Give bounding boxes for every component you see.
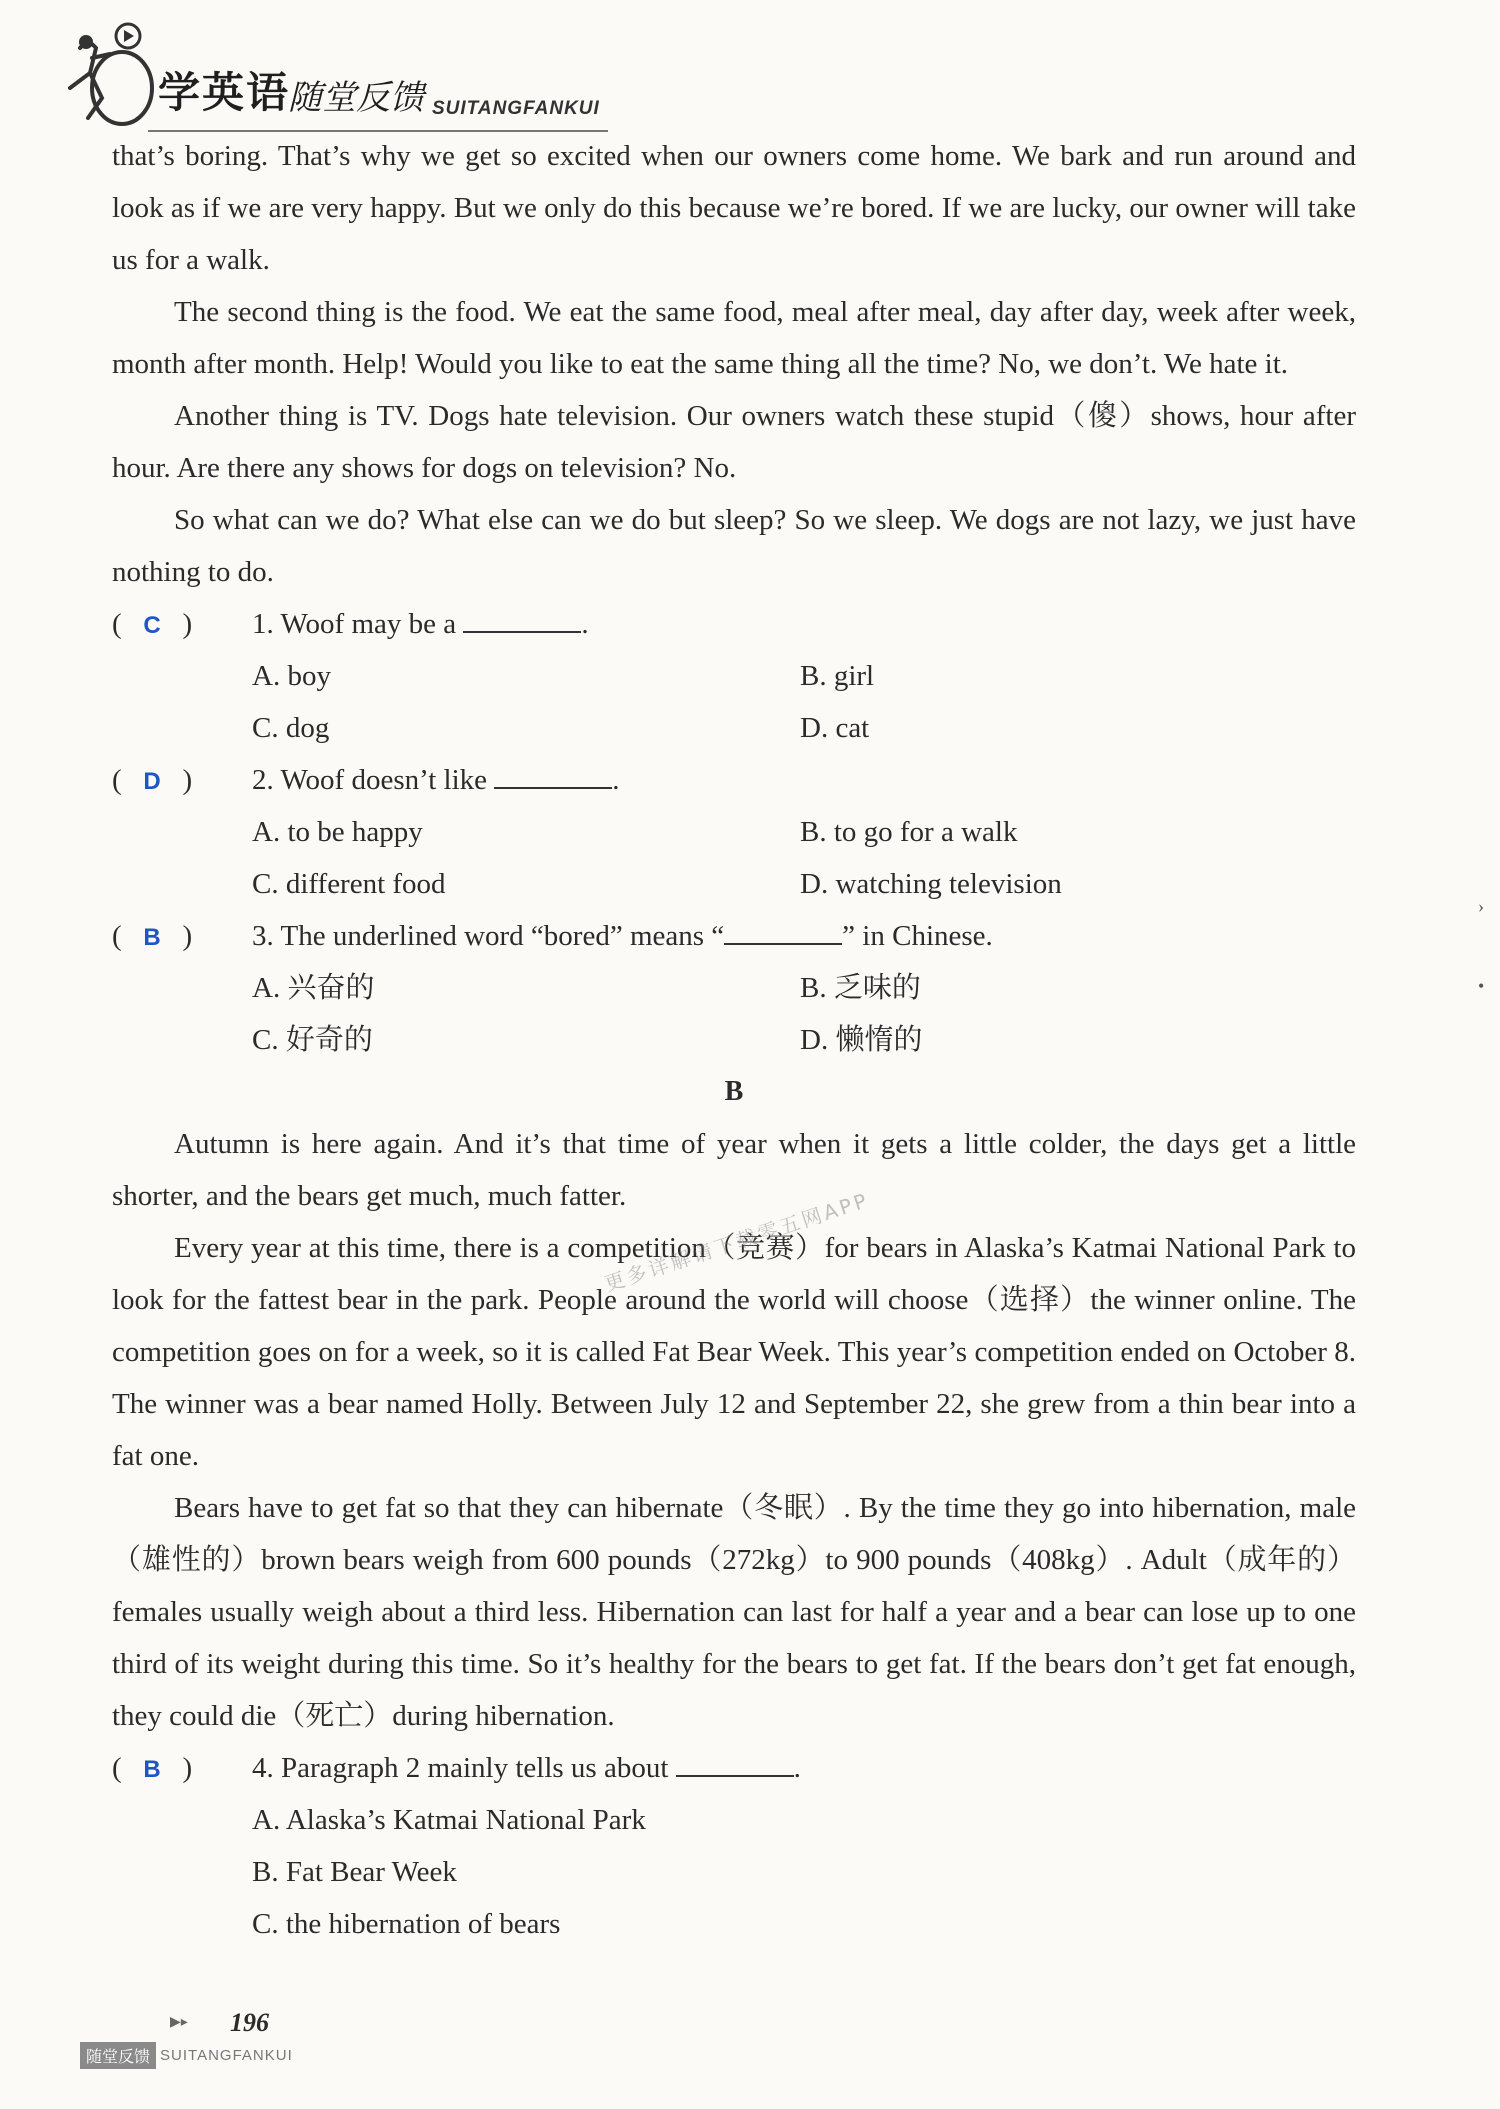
passage-a-paragraph: So what can we do? What else can we do but sleep? So we sleep. We dogs are not lazy, we just have nothing to do. — [112, 504, 1356, 588]
logo-english: SUITANGFANKUI — [432, 98, 600, 119]
arrow-icon: ▶▸ — [170, 2015, 188, 2030]
question-4 — [112, 1742, 1356, 1794]
section-b-title: B — [724, 1076, 744, 1107]
option: B. to go for a walk — [800, 816, 1018, 848]
logo-subtitle: 随堂反馈 — [288, 78, 424, 118]
answer-bracket: ( B ) — [112, 920, 193, 952]
answer-bracket: ( C ) — [112, 608, 193, 640]
option: A. Alaska’s Katmai National Park — [252, 1804, 646, 1836]
answer-bracket: ( B ) — [112, 1752, 193, 1784]
passage-b-paragraph: Autumn is here again. And it’s that time of year when it gets a little colder, the days get a little shorter, and the bears get much, much fatter. — [112, 1128, 1356, 1212]
page-header — [40, 18, 1460, 128]
question-stem-end: . — [793, 1752, 801, 1784]
answer-blank — [724, 921, 842, 945]
watermark: 更多详解请下载零五网APP — [601, 1187, 873, 1297]
passage-b-paragraph: Bears have to get fat so that they can hibernate（冬眠）. By the time they go into hibernation, male（雄性的）brown bears weigh from 600 pounds（272kg）to 900 pounds（408kg）. Adult（成年的）females usually weigh about a third less. Hibernation can last for half a year and a bear can lose up to one third of its weight during this time. So it’s healthy for the bears to get fat. If the bears don’t get fat enough, they could die（死亡）during hibernation. — [112, 1492, 1356, 1732]
answer-blank — [676, 1753, 794, 1777]
question-stem: Paragraph 2 mainly tells us about — [281, 1752, 669, 1784]
question-stem: The underlined word “bored” means “ — [280, 920, 725, 952]
question-1 — [112, 598, 1356, 650]
answer-blank — [463, 609, 581, 633]
footer-label-cn: 随堂反馈 — [80, 2042, 156, 2069]
question-stem: Woof may be a — [280, 608, 457, 640]
margin-mark: • — [1478, 976, 1485, 996]
option: B. girl — [800, 660, 875, 692]
page-footer — [80, 2000, 480, 2080]
answer-letter: C — [143, 612, 161, 639]
passage-a-paragraph: The second thing is the food. We eat the same food, meal after meal, day after day, week after week, month after month. Help! Would you like to eat the same thing all the time? No, we don’t. We hate it. — [112, 296, 1356, 380]
option: C. dog — [252, 712, 330, 744]
question-2-options — [112, 806, 1356, 910]
option: D. cat — [800, 712, 870, 744]
question-stem-end: . — [612, 764, 620, 796]
footer-label — [80, 2042, 293, 2069]
passage-b-paragraph: Every year at this time, there is a competition（竞赛）for bears in Alaska’s Katmai National Park to look for the fattest bear in the park. People around the world will choose（选择）the winner online. The competition goes on for a week, so it is called Fat Bear Week. This year’s competition ended on October 8. The winner was a bear named Holly. Between July 12 and September 22, she grew from a thin bear into a fat one. — [112, 1232, 1356, 1472]
question-3-options — [112, 962, 1356, 1066]
question-3 — [112, 910, 1356, 962]
option: C. 好奇的 — [252, 1024, 373, 1056]
footer-label-en: SUITANGFANKUI — [160, 2047, 293, 2064]
answer-letter: B — [143, 1756, 161, 1783]
option: C. the hibernation of bears — [252, 1908, 561, 1940]
margin-mark: › — [1478, 896, 1484, 916]
question-2 — [112, 754, 1356, 806]
option: B. 乏味的 — [800, 972, 921, 1004]
option: B. Fat Bear Week — [252, 1856, 457, 1888]
question-number: 3. — [252, 920, 274, 952]
option: D. 懒惰的 — [800, 1024, 923, 1056]
passage-a-paragraph: that’s boring. That’s why we get so excited when our owners come home. We bark and run around and look as if we are very happy. But we only do this because we’re bored. If we are lucky, our owner will take us for a walk. — [112, 140, 1356, 276]
answer-letter: B — [143, 924, 161, 951]
option: A. boy — [252, 660, 331, 692]
page-number: 196 — [230, 2008, 269, 2037]
question-number: 4. — [252, 1752, 274, 1784]
passage-a-paragraph: Another thing is TV. Dogs hate television. Our owners watch these stupid（傻）shows, hour after hour. Are there any shows for dogs on television? No. — [112, 400, 1356, 484]
option: D. watching television — [800, 868, 1062, 900]
answer-bracket: ( D ) — [112, 764, 193, 796]
option: A. to be happy — [252, 816, 423, 848]
runner-logo-icon — [40, 18, 160, 128]
question-stem-end: ” in Chinese. — [842, 920, 993, 952]
page-content — [112, 130, 1356, 1950]
question-number: 2. — [252, 764, 274, 796]
question-stem: Woof doesn’t like — [280, 764, 488, 796]
question-number: 1. — [252, 608, 274, 640]
option: C. different food — [252, 868, 446, 900]
answer-blank — [494, 765, 612, 789]
answer-letter: D — [143, 768, 161, 795]
question-1-options — [112, 650, 1356, 754]
question-4-options — [112, 1794, 1356, 1950]
logo-text: 学英语 — [158, 68, 291, 117]
option: A. 兴奋的 — [252, 972, 375, 1004]
question-stem-end: . — [581, 608, 589, 640]
